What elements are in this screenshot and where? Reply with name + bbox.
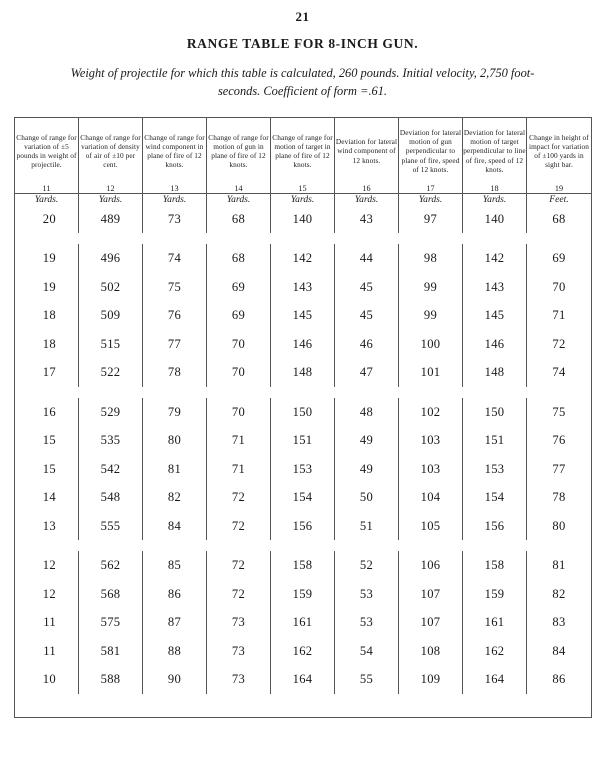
column-number-row	[15, 184, 592, 194]
table-cell: 109	[399, 665, 463, 694]
table-cell: 159	[463, 580, 527, 609]
table-cell: 74	[143, 244, 207, 273]
table-cell: 12	[15, 551, 79, 580]
table-cell: 17	[15, 358, 79, 387]
column-header: Deviation for lateral motion of target perpendicular to line of fire, speed of 12 knots.	[463, 117, 527, 184]
table-cell: 86	[143, 580, 207, 609]
table-cell: 73	[207, 608, 271, 637]
table-cell: 88	[143, 637, 207, 666]
group-separator-cell	[15, 233, 592, 244]
table-cell: 70	[207, 398, 271, 427]
table-cell: 148	[271, 358, 335, 387]
table-row	[15, 358, 592, 387]
table-row	[15, 398, 592, 427]
table-cell: 107	[399, 580, 463, 609]
table-cell: 99	[399, 273, 463, 302]
column-number: 11	[15, 184, 79, 194]
table-cell: 581	[79, 637, 143, 666]
table-cell: 588	[79, 665, 143, 694]
table-cell: 46	[335, 330, 399, 359]
table-cell: 69	[207, 301, 271, 330]
table-cell: 76	[527, 426, 592, 455]
table-cell: 18	[15, 330, 79, 359]
group-separator-cell	[15, 387, 592, 398]
subtitle-line-1: Weight of projectile for which this table is calculated, 260 pounds. Initial velocity, 2,750 foot-	[70, 66, 535, 80]
table-cell: 73	[207, 637, 271, 666]
table-cell: 68	[527, 205, 592, 234]
table-cell: 143	[271, 273, 335, 302]
range-table-wrapper	[14, 117, 591, 718]
unit-label: Yards.	[79, 193, 143, 205]
table-cell: 151	[271, 426, 335, 455]
table-cell: 156	[271, 512, 335, 541]
unit-label: Yards.	[207, 193, 271, 205]
table-cell: 164	[271, 665, 335, 694]
table-cell: 52	[335, 551, 399, 580]
table-cell: 79	[143, 398, 207, 427]
table-cell: 75	[527, 398, 592, 427]
table-row	[15, 608, 592, 637]
table-cell: 522	[79, 358, 143, 387]
table-cell: 68	[207, 244, 271, 273]
page-number: 21	[295, 9, 310, 24]
table-row	[15, 512, 592, 541]
column-header: Change of range for variation of ±5 pounds in weight of projectile.	[15, 117, 79, 184]
table-cell: 78	[143, 358, 207, 387]
table-cell: 153	[271, 455, 335, 484]
table-cell: 53	[335, 608, 399, 637]
table-cell: 140	[271, 205, 335, 234]
table-cell: 70	[207, 358, 271, 387]
table-row	[15, 205, 592, 234]
table-cell: 100	[399, 330, 463, 359]
table-cell: 161	[463, 608, 527, 637]
table-cell: 101	[399, 358, 463, 387]
units-row	[15, 193, 592, 205]
table-cell: 73	[143, 205, 207, 234]
table-cell: 81	[143, 455, 207, 484]
table-cell: 156	[463, 512, 527, 541]
column-number: 16	[335, 184, 399, 194]
table-cell: 72	[207, 512, 271, 541]
table-cell: 18	[15, 301, 79, 330]
table-row	[15, 665, 592, 694]
table-cell: 509	[79, 301, 143, 330]
table-cell: 151	[463, 426, 527, 455]
table-cell: 98	[399, 244, 463, 273]
table-cell: 150	[463, 398, 527, 427]
table-cell: 14	[15, 483, 79, 512]
table-cell: 19	[15, 244, 79, 273]
table-cell: 77	[143, 330, 207, 359]
table-row	[15, 637, 592, 666]
column-number: 19	[527, 184, 592, 194]
table-cell: 55	[335, 665, 399, 694]
table-cell: 68	[207, 205, 271, 234]
range-table	[14, 117, 592, 718]
table-cell: 496	[79, 244, 143, 273]
table-cell: 53	[335, 580, 399, 609]
table-cell: 72	[207, 551, 271, 580]
table-cell: 108	[399, 637, 463, 666]
table-cell: 45	[335, 301, 399, 330]
table-bottom-spacer-cell	[15, 694, 592, 716]
table-cell: 13	[15, 512, 79, 541]
table-cell: 49	[335, 455, 399, 484]
column-number: 12	[79, 184, 143, 194]
column-number: 18	[463, 184, 527, 194]
table-cell: 99	[399, 301, 463, 330]
table-cell: 11	[15, 608, 79, 637]
table-cell: 562	[79, 551, 143, 580]
table-cell: 78	[527, 483, 592, 512]
table-cell: 86	[527, 665, 592, 694]
table-cell: 20	[15, 205, 79, 234]
table-cell: 84	[527, 637, 592, 666]
table-cell: 106	[399, 551, 463, 580]
page-title: RANGE TABLE FOR 8-INCH GUN.	[186, 36, 419, 51]
table-cell: 72	[207, 483, 271, 512]
table-cell: 97	[399, 205, 463, 234]
table-cell: 72	[207, 580, 271, 609]
table-cell: 19	[15, 273, 79, 302]
unit-label: Yards.	[335, 193, 399, 205]
table-cell: 80	[143, 426, 207, 455]
table-cell: 161	[271, 608, 335, 637]
table-cell: 150	[271, 398, 335, 427]
table-cell: 45	[335, 273, 399, 302]
column-header: Change of range for motion of target in plane of fire of 12 knots.	[271, 117, 335, 184]
table-cell: 105	[399, 512, 463, 541]
table-cell: 140	[463, 205, 527, 234]
table-cell: 15	[15, 426, 79, 455]
table-cell: 489	[79, 205, 143, 234]
table-cell: 529	[79, 398, 143, 427]
table-row	[15, 426, 592, 455]
table-cell: 84	[143, 512, 207, 541]
table-cell: 71	[207, 455, 271, 484]
table-cell: 80	[527, 512, 592, 541]
table-cell: 87	[143, 608, 207, 637]
table-cell: 50	[335, 483, 399, 512]
table-cell: 82	[143, 483, 207, 512]
table-cell: 158	[271, 551, 335, 580]
table-row	[15, 455, 592, 484]
table-cell: 43	[335, 205, 399, 234]
table-cell: 515	[79, 330, 143, 359]
table-cell: 146	[271, 330, 335, 359]
group-separator	[15, 387, 592, 398]
table-header-row	[15, 117, 592, 184]
column-header: Change of range for wind component in plane of fire of 12 knots.	[143, 117, 207, 184]
table-row	[15, 580, 592, 609]
table-cell: 142	[271, 244, 335, 273]
column-header: Deviation for lateral motion of gun perpendicular to plane of fire, speed of 12 knots.	[399, 117, 463, 184]
column-number: 15	[271, 184, 335, 194]
table-cell: 548	[79, 483, 143, 512]
table-cell: 70	[207, 330, 271, 359]
table-cell: 542	[79, 455, 143, 484]
column-header: Change of range for variation of density of air of ±10 per cent.	[79, 117, 143, 184]
table-cell: 154	[463, 483, 527, 512]
table-cell: 82	[527, 580, 592, 609]
table-cell: 73	[207, 665, 271, 694]
table-cell: 162	[463, 637, 527, 666]
table-cell: 72	[527, 330, 592, 359]
table-cell: 70	[527, 273, 592, 302]
group-separator	[15, 233, 592, 244]
table-row	[15, 483, 592, 512]
table-cell: 154	[271, 483, 335, 512]
table-cell: 535	[79, 426, 143, 455]
table-cell: 75	[143, 273, 207, 302]
table-cell: 44	[335, 244, 399, 273]
table-cell: 51	[335, 512, 399, 541]
table-row	[15, 551, 592, 580]
document-page	[0, 9, 605, 757]
table-cell: 158	[463, 551, 527, 580]
table-cell: 555	[79, 512, 143, 541]
column-header: Deviation for lateral wind component of 12 knots.	[335, 117, 399, 184]
table-cell: 568	[79, 580, 143, 609]
table-cell: 159	[271, 580, 335, 609]
table-cell: 15	[15, 455, 79, 484]
table-cell: 69	[527, 244, 592, 273]
table-cell: 85	[143, 551, 207, 580]
table-cell: 145	[463, 301, 527, 330]
table-cell: 142	[463, 244, 527, 273]
table-cell: 143	[463, 273, 527, 302]
table-cell: 83	[527, 608, 592, 637]
column-number: 13	[143, 184, 207, 194]
column-number: 14	[207, 184, 271, 194]
table-cell: 103	[399, 455, 463, 484]
unit-label: Yards.	[399, 193, 463, 205]
unit-label: Feet.	[527, 193, 592, 205]
table-cell: 102	[399, 398, 463, 427]
table-cell: 10	[15, 665, 79, 694]
table-cell: 145	[271, 301, 335, 330]
table-cell: 81	[527, 551, 592, 580]
column-header: Change of range for motion of gun in plane of fire of 12 knots.	[207, 117, 271, 184]
table-cell: 71	[207, 426, 271, 455]
unit-label: Yards.	[15, 193, 79, 205]
table-bottom-spacer	[15, 694, 592, 716]
table-cell: 48	[335, 398, 399, 427]
table-cell: 90	[143, 665, 207, 694]
table-cell: 77	[527, 455, 592, 484]
table-cell: 47	[335, 358, 399, 387]
table-cell: 148	[463, 358, 527, 387]
table-cell: 104	[399, 483, 463, 512]
table-row	[15, 301, 592, 330]
subtitle	[38, 65, 567, 101]
table-cell: 107	[399, 608, 463, 637]
table-cell: 74	[527, 358, 592, 387]
subtitle-line-2: seconds. Coefficient of form =.61.	[217, 83, 388, 98]
group-separator	[15, 540, 592, 551]
table-cell: 71	[527, 301, 592, 330]
table-cell: 69	[207, 273, 271, 302]
table-cell: 76	[143, 301, 207, 330]
table-cell: 502	[79, 273, 143, 302]
table-bottom-rule	[15, 716, 592, 718]
table-row	[15, 330, 592, 359]
table-row	[15, 244, 592, 273]
table-cell: 16	[15, 398, 79, 427]
table-row	[15, 273, 592, 302]
table-cell: 54	[335, 637, 399, 666]
table-bottom-rule-cell	[15, 716, 592, 718]
table-cell: 12	[15, 580, 79, 609]
column-header: Change in height of impact for variation of ±100 yards in sight bar.	[527, 117, 592, 184]
group-separator-cell	[15, 540, 592, 551]
table-cell: 162	[271, 637, 335, 666]
table-cell: 49	[335, 426, 399, 455]
column-number: 17	[399, 184, 463, 194]
table-cell: 103	[399, 426, 463, 455]
table-cell: 164	[463, 665, 527, 694]
table-cell: 146	[463, 330, 527, 359]
table-cell: 11	[15, 637, 79, 666]
table-cell: 153	[463, 455, 527, 484]
unit-label: Yards.	[271, 193, 335, 205]
unit-label: Yards.	[143, 193, 207, 205]
unit-label: Yards.	[463, 193, 527, 205]
table-cell: 575	[79, 608, 143, 637]
